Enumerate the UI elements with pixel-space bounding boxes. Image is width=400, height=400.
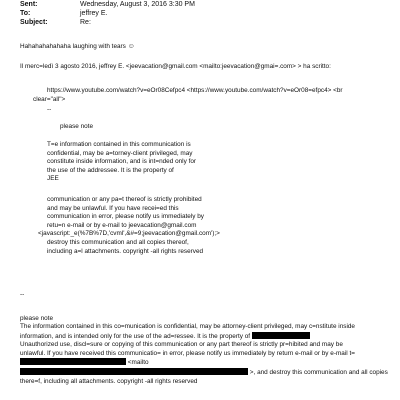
footer-line: Unauthorized use, discl=sure or copying of this communication or any part thereof is strictly pr=hibited and may be <box>20 341 343 349</box>
signature-dash-2: -- <box>20 291 25 298</box>
redaction-bar <box>252 332 310 339</box>
signature-dash: -- <box>47 106 52 113</box>
footer-text: information, and is intended only for the use of the ad=ressee. It is the property of <box>20 332 251 340</box>
confidentiality-notice-part1 <box>47 141 196 184</box>
footer-line <box>20 358 398 368</box>
sent-label: Sent: <box>20 1 38 8</box>
notice-line: communication or any pa=t thereof is strictly prohibited <box>47 196 202 203</box>
please-note-heading-2: please note <box>20 315 54 322</box>
footer-line: The information contained in this co=munication is confidential, may be attorney-client privileged, may c=nstitute inside <box>20 323 355 330</box>
notice-line: communication in error, please notify us immediately by <box>47 213 204 221</box>
footer-line <box>20 368 398 378</box>
reply-text: Hahahahahahaha laughing with tears <box>20 43 126 50</box>
notice-line: confidential, may be a=torney-client privileged, may <box>47 149 193 157</box>
redaction-bar <box>20 368 248 375</box>
notice-line: including a=l attachments. copyright -all rights reserved <box>47 247 204 255</box>
youtube-link[interactable]: https://www.youtube.com/watch?v=eOr08Cefpc4 <https://www.youtube.com/watch?v=eOr08=efpc4> <br <box>47 87 343 94</box>
javascript-mailto-link[interactable]: <javascript:_e(%7B%7D,'cvml',&#=9;jeevacation@gmail.com');> <box>38 230 220 238</box>
notice-line: destroy this communication and all copies thereof, <box>47 238 189 246</box>
footer-line: unlawful. If you have received this communicatio= in error, please notify us immediately by return e-mail or by e-mail t= <box>20 349 355 357</box>
notice-line: T=e information contained in this communication is <box>47 141 191 148</box>
notice-line: and may be unlawful. If you have recei=ed this <box>47 204 179 212</box>
to-value: jeffrey E. <box>80 10 108 17</box>
confidentiality-notice-part2 <box>38 196 220 256</box>
notice-line: the use of the addressee. It is the property of <box>47 166 174 174</box>
sent-value: Wednesday, August 3, 2016 3:30 PM <box>80 1 195 8</box>
footer-text: >, and destroy this communication and all copies <box>249 368 388 376</box>
footer-notice <box>20 323 398 386</box>
notice-line: constitute inside information, and is int=nded only for <box>47 158 197 166</box>
to-label: To: <box>20 10 31 17</box>
quote-intro: Il merc=ledì 3 agosto 2016, jeffrey E. <jeevacation@gmail.com <mailto:jeevacation@gmai=.com> > ha scritto: <box>20 63 331 70</box>
redaction-bar <box>20 358 126 365</box>
notice-line: retu=n e-mail or by e-mail to jeevacation@gmail.com <box>47 221 197 229</box>
notice-line: JEE <box>47 175 59 183</box>
link-continuation: clear="all"> <box>33 96 66 103</box>
please-note-heading: please note <box>60 123 94 130</box>
smile-emoji-icon: ☺ <box>127 43 135 50</box>
subject-label: Subject: <box>20 19 48 26</box>
footer-line: there=f, including all attachments. copyright -all rights reserved <box>20 377 198 385</box>
footer-line <box>20 332 398 342</box>
subject-value: Re: <box>80 19 91 26</box>
reply-line <box>20 43 135 52</box>
mailto-link[interactable]: <mailto <box>127 359 149 367</box>
